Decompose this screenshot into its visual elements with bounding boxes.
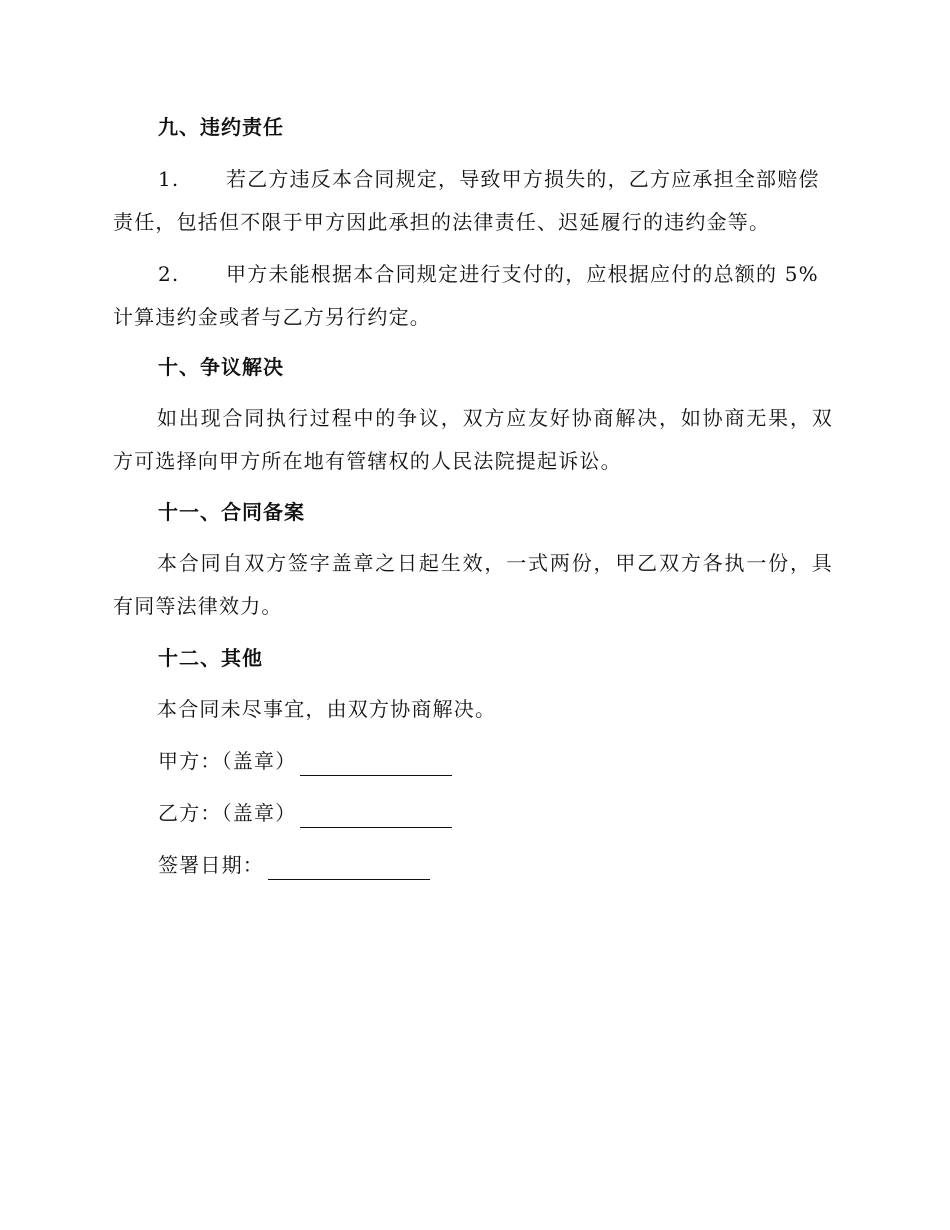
signature-label: 甲方：（盖章）	[158, 749, 297, 773]
section-heading-contract-filing: 十一、合同备案	[158, 500, 305, 524]
signature-label: 乙方：（盖章）	[158, 801, 297, 825]
clause-number: 1.	[158, 167, 180, 191]
signature-party-b	[158, 798, 452, 828]
section-heading-breach-liability: 九、违约责任	[158, 115, 284, 139]
signature-date	[158, 850, 430, 880]
section-heading-other: 十二、其他	[158, 646, 263, 670]
clause-9-1	[113, 158, 833, 244]
paragraph-contract-filing: 本合同自双方签字盖章之日起生效，一式两份，甲乙双方各执一份，具有同等法律效力。	[113, 551, 833, 618]
clause-9-2	[113, 253, 833, 339]
clause-text-rest: 责任，包括但不限于甲方因此承担的法律责任、迟延履行的违约金等。	[113, 210, 771, 234]
clause-text-first-line: 甲方未能根据本合同规定进行支付的，应根据应付的总额的 5%	[226, 262, 819, 286]
date-blank-line[interactable]	[268, 857, 430, 880]
signature-label: 签署日期：	[158, 853, 264, 877]
clause-text-first-line: 若乙方违反本合同规定，导致甲方损失的，乙方应承担全部赔偿	[226, 167, 820, 191]
signature-blank-line[interactable]	[300, 753, 452, 776]
signature-blank-line[interactable]	[300, 805, 452, 828]
signature-party-a	[158, 746, 452, 776]
clause-text-rest: 计算违约金或者与乙方另行约定。	[113, 305, 431, 329]
paragraph-dispute-resolution: 如出现合同执行过程中的争议，双方应友好协商解决，如协商无果，双方可选择向甲方所在地有管辖权的人民法院提起诉讼。	[113, 406, 833, 473]
clause-number: 2.	[158, 262, 180, 286]
section-heading-dispute-resolution: 十、争议解决	[158, 355, 284, 379]
paragraph-other: 本合同未尽事宜，由双方协商解决。	[157, 697, 497, 721]
